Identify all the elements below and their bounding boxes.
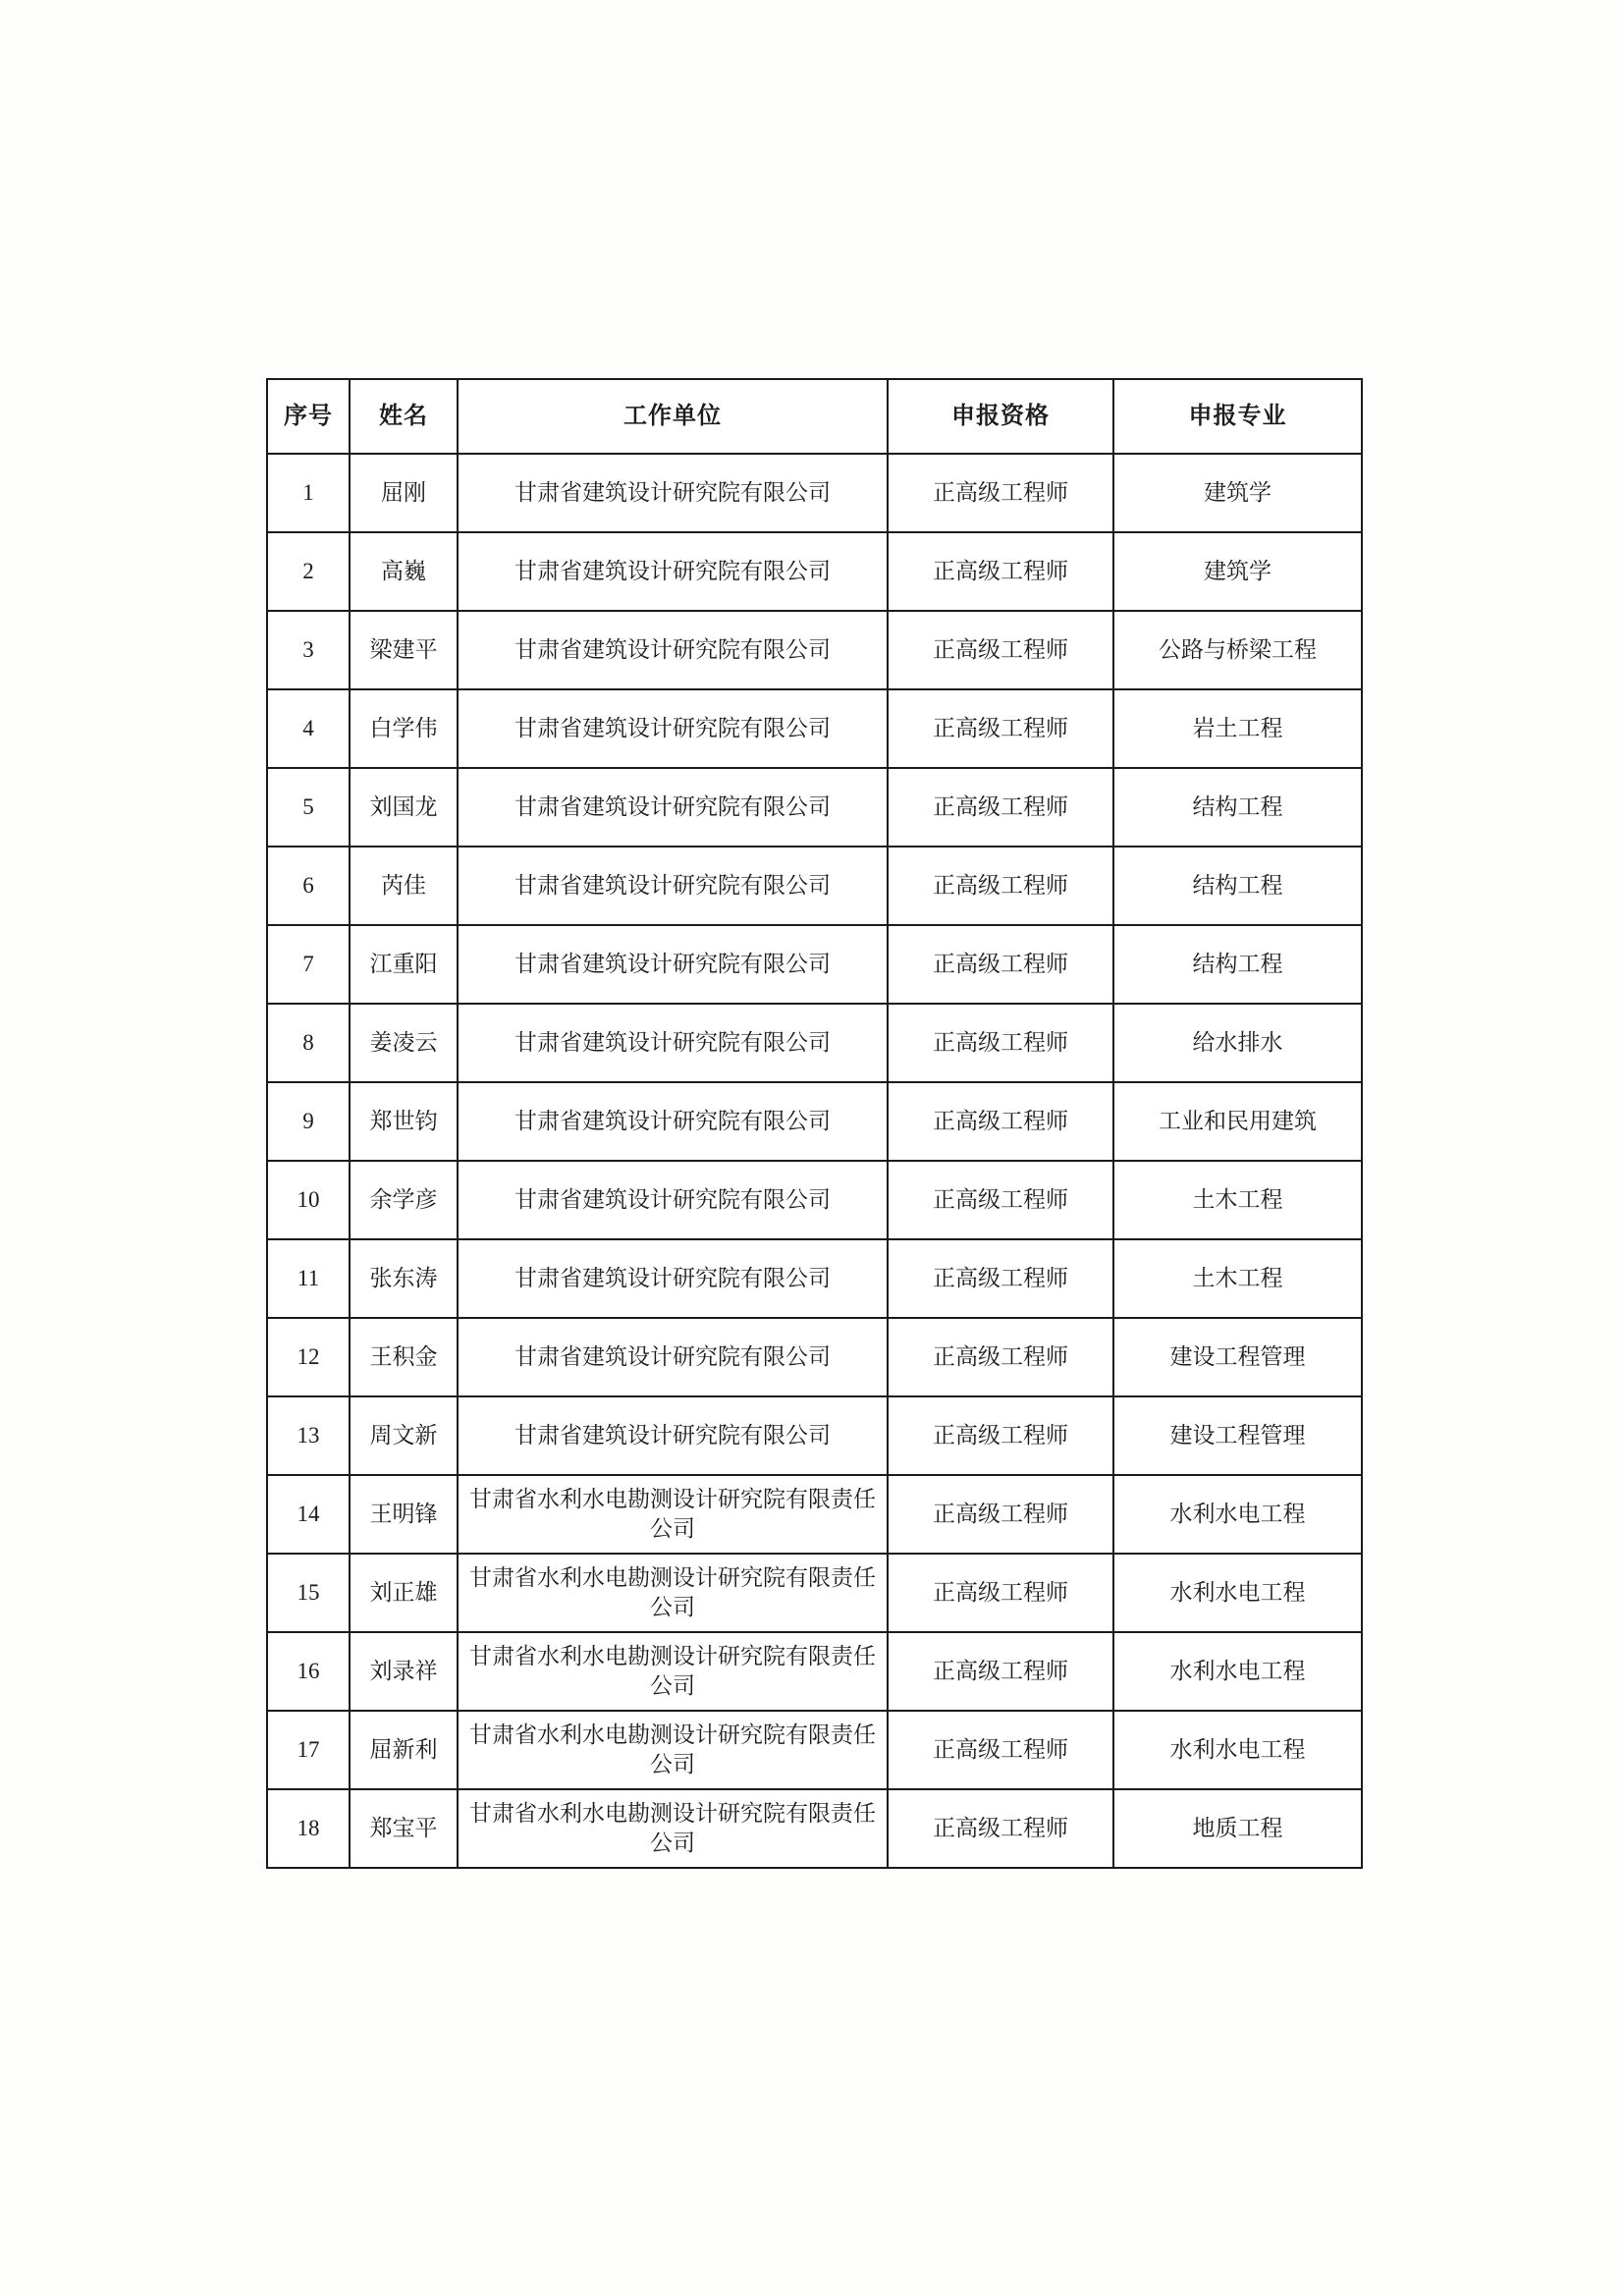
cell-major: 建设工程管理 xyxy=(1113,1318,1362,1396)
cell-name: 刘正雄 xyxy=(350,1554,458,1632)
cell-name: 江重阳 xyxy=(350,925,458,1004)
cell-organization: 甘肃省建筑设计研究院有限公司 xyxy=(458,768,888,847)
cell-name: 姜凌云 xyxy=(350,1004,458,1082)
cell-organization: 甘肃省建筑设计研究院有限公司 xyxy=(458,1082,888,1161)
cell-qualification: 正高级工程师 xyxy=(888,689,1113,768)
cell-qualification: 正高级工程师 xyxy=(888,1239,1113,1318)
cell-organization: 甘肃省水利水电勘测设计研究院有限责任公司 xyxy=(458,1632,888,1711)
cell-major: 结构工程 xyxy=(1113,768,1362,847)
cell-major: 建设工程管理 xyxy=(1113,1396,1362,1475)
cell-name: 白学伟 xyxy=(350,689,458,768)
table-row xyxy=(267,1004,1362,1082)
cell-organization: 甘肃省建筑设计研究院有限公司 xyxy=(458,611,888,689)
column-header-major: 申报专业 xyxy=(1113,379,1362,454)
cell-index: 14 xyxy=(267,1475,350,1554)
cell-qualification: 正高级工程师 xyxy=(888,1318,1113,1396)
cell-name: 高巍 xyxy=(350,532,458,611)
cell-major: 结构工程 xyxy=(1113,925,1362,1004)
cell-index: 15 xyxy=(267,1554,350,1632)
cell-qualification: 正高级工程师 xyxy=(888,847,1113,925)
cell-qualification: 正高级工程师 xyxy=(888,1161,1113,1239)
cell-index: 4 xyxy=(267,689,350,768)
cell-name: 刘录祥 xyxy=(350,1632,458,1711)
cell-organization: 甘肃省建筑设计研究院有限公司 xyxy=(458,1318,888,1396)
cell-index: 11 xyxy=(267,1239,350,1318)
table-row xyxy=(267,1475,1362,1554)
cell-major: 建筑学 xyxy=(1113,454,1362,532)
cell-name: 屈刚 xyxy=(350,454,458,532)
cell-name: 芮佳 xyxy=(350,847,458,925)
column-header-organization: 工作单位 xyxy=(458,379,888,454)
cell-index: 3 xyxy=(267,611,350,689)
cell-name: 屈新利 xyxy=(350,1711,458,1789)
cell-name: 张东涛 xyxy=(350,1239,458,1318)
cell-name: 郑世钧 xyxy=(350,1082,458,1161)
cell-organization: 甘肃省建筑设计研究院有限公司 xyxy=(458,1004,888,1082)
table-row xyxy=(267,532,1362,611)
cell-organization: 甘肃省建筑设计研究院有限公司 xyxy=(458,925,888,1004)
cell-major: 结构工程 xyxy=(1113,847,1362,925)
table-row xyxy=(267,768,1362,847)
table-header-row xyxy=(267,379,1362,454)
cell-index: 7 xyxy=(267,925,350,1004)
column-header-name: 姓名 xyxy=(350,379,458,454)
cell-major: 水利水电工程 xyxy=(1113,1554,1362,1632)
cell-qualification: 正高级工程师 xyxy=(888,1789,1113,1868)
table-row xyxy=(267,847,1362,925)
cell-name: 周文新 xyxy=(350,1396,458,1475)
table-row xyxy=(267,611,1362,689)
cell-organization: 甘肃省建筑设计研究院有限公司 xyxy=(458,689,888,768)
cell-index: 13 xyxy=(267,1396,350,1475)
table-row xyxy=(267,1711,1362,1789)
cell-organization: 甘肃省水利水电勘测设计研究院有限责任公司 xyxy=(458,1711,888,1789)
cell-name: 刘国龙 xyxy=(350,768,458,847)
cell-name: 王积金 xyxy=(350,1318,458,1396)
roster-table-container xyxy=(266,378,1361,1869)
cell-major: 建筑学 xyxy=(1113,532,1362,611)
cell-major: 给水排水 xyxy=(1113,1004,1362,1082)
cell-qualification: 正高级工程师 xyxy=(888,1632,1113,1711)
cell-organization: 甘肃省建筑设计研究院有限公司 xyxy=(458,1239,888,1318)
table-body xyxy=(267,454,1362,1868)
cell-index: 10 xyxy=(267,1161,350,1239)
table-row xyxy=(267,1396,1362,1475)
cell-index: 17 xyxy=(267,1711,350,1789)
cell-qualification: 正高级工程师 xyxy=(888,454,1113,532)
cell-organization: 甘肃省水利水电勘测设计研究院有限责任公司 xyxy=(458,1789,888,1868)
column-header-index: 序号 xyxy=(267,379,350,454)
cell-index: 12 xyxy=(267,1318,350,1396)
table-row xyxy=(267,1632,1362,1711)
cell-qualification: 正高级工程师 xyxy=(888,532,1113,611)
cell-organization: 甘肃省建筑设计研究院有限公司 xyxy=(458,454,888,532)
cell-name: 余学彦 xyxy=(350,1161,458,1239)
cell-organization: 甘肃省建筑设计研究院有限公司 xyxy=(458,532,888,611)
cell-qualification: 正高级工程师 xyxy=(888,1475,1113,1554)
cell-name: 王明锋 xyxy=(350,1475,458,1554)
table-row xyxy=(267,1318,1362,1396)
cell-index: 18 xyxy=(267,1789,350,1868)
cell-index: 16 xyxy=(267,1632,350,1711)
cell-organization: 甘肃省水利水电勘测设计研究院有限责任公司 xyxy=(458,1475,888,1554)
roster-table xyxy=(266,378,1363,1869)
column-header-qualification: 申报资格 xyxy=(888,379,1113,454)
cell-index: 1 xyxy=(267,454,350,532)
table-row xyxy=(267,689,1362,768)
cell-major: 地质工程 xyxy=(1113,1789,1362,1868)
cell-organization: 甘肃省建筑设计研究院有限公司 xyxy=(458,1396,888,1475)
cell-index: 5 xyxy=(267,768,350,847)
cell-qualification: 正高级工程师 xyxy=(888,1082,1113,1161)
cell-major: 土木工程 xyxy=(1113,1161,1362,1239)
table-row xyxy=(267,1082,1362,1161)
cell-major: 土木工程 xyxy=(1113,1239,1362,1318)
cell-name: 郑宝平 xyxy=(350,1789,458,1868)
table-row xyxy=(267,925,1362,1004)
cell-major: 岩土工程 xyxy=(1113,689,1362,768)
cell-qualification: 正高级工程师 xyxy=(888,1004,1113,1082)
cell-qualification: 正高级工程师 xyxy=(888,1396,1113,1475)
cell-name: 梁建平 xyxy=(350,611,458,689)
cell-index: 2 xyxy=(267,532,350,611)
cell-index: 6 xyxy=(267,847,350,925)
cell-major: 工业和民用建筑 xyxy=(1113,1082,1362,1161)
cell-major: 水利水电工程 xyxy=(1113,1711,1362,1789)
table-row xyxy=(267,454,1362,532)
table-row xyxy=(267,1554,1362,1632)
cell-major: 公路与桥梁工程 xyxy=(1113,611,1362,689)
table-row xyxy=(267,1239,1362,1318)
cell-organization: 甘肃省建筑设计研究院有限公司 xyxy=(458,847,888,925)
cell-qualification: 正高级工程师 xyxy=(888,1554,1113,1632)
cell-index: 8 xyxy=(267,1004,350,1082)
cell-index: 9 xyxy=(267,1082,350,1161)
cell-major: 水利水电工程 xyxy=(1113,1632,1362,1711)
cell-organization: 甘肃省建筑设计研究院有限公司 xyxy=(458,1161,888,1239)
table-row xyxy=(267,1789,1362,1868)
cell-organization: 甘肃省水利水电勘测设计研究院有限责任公司 xyxy=(458,1554,888,1632)
cell-qualification: 正高级工程师 xyxy=(888,1711,1113,1789)
cell-qualification: 正高级工程师 xyxy=(888,611,1113,689)
cell-qualification: 正高级工程师 xyxy=(888,768,1113,847)
cell-major: 水利水电工程 xyxy=(1113,1475,1362,1554)
table-header xyxy=(267,379,1362,454)
cell-qualification: 正高级工程师 xyxy=(888,925,1113,1004)
table-row xyxy=(267,1161,1362,1239)
